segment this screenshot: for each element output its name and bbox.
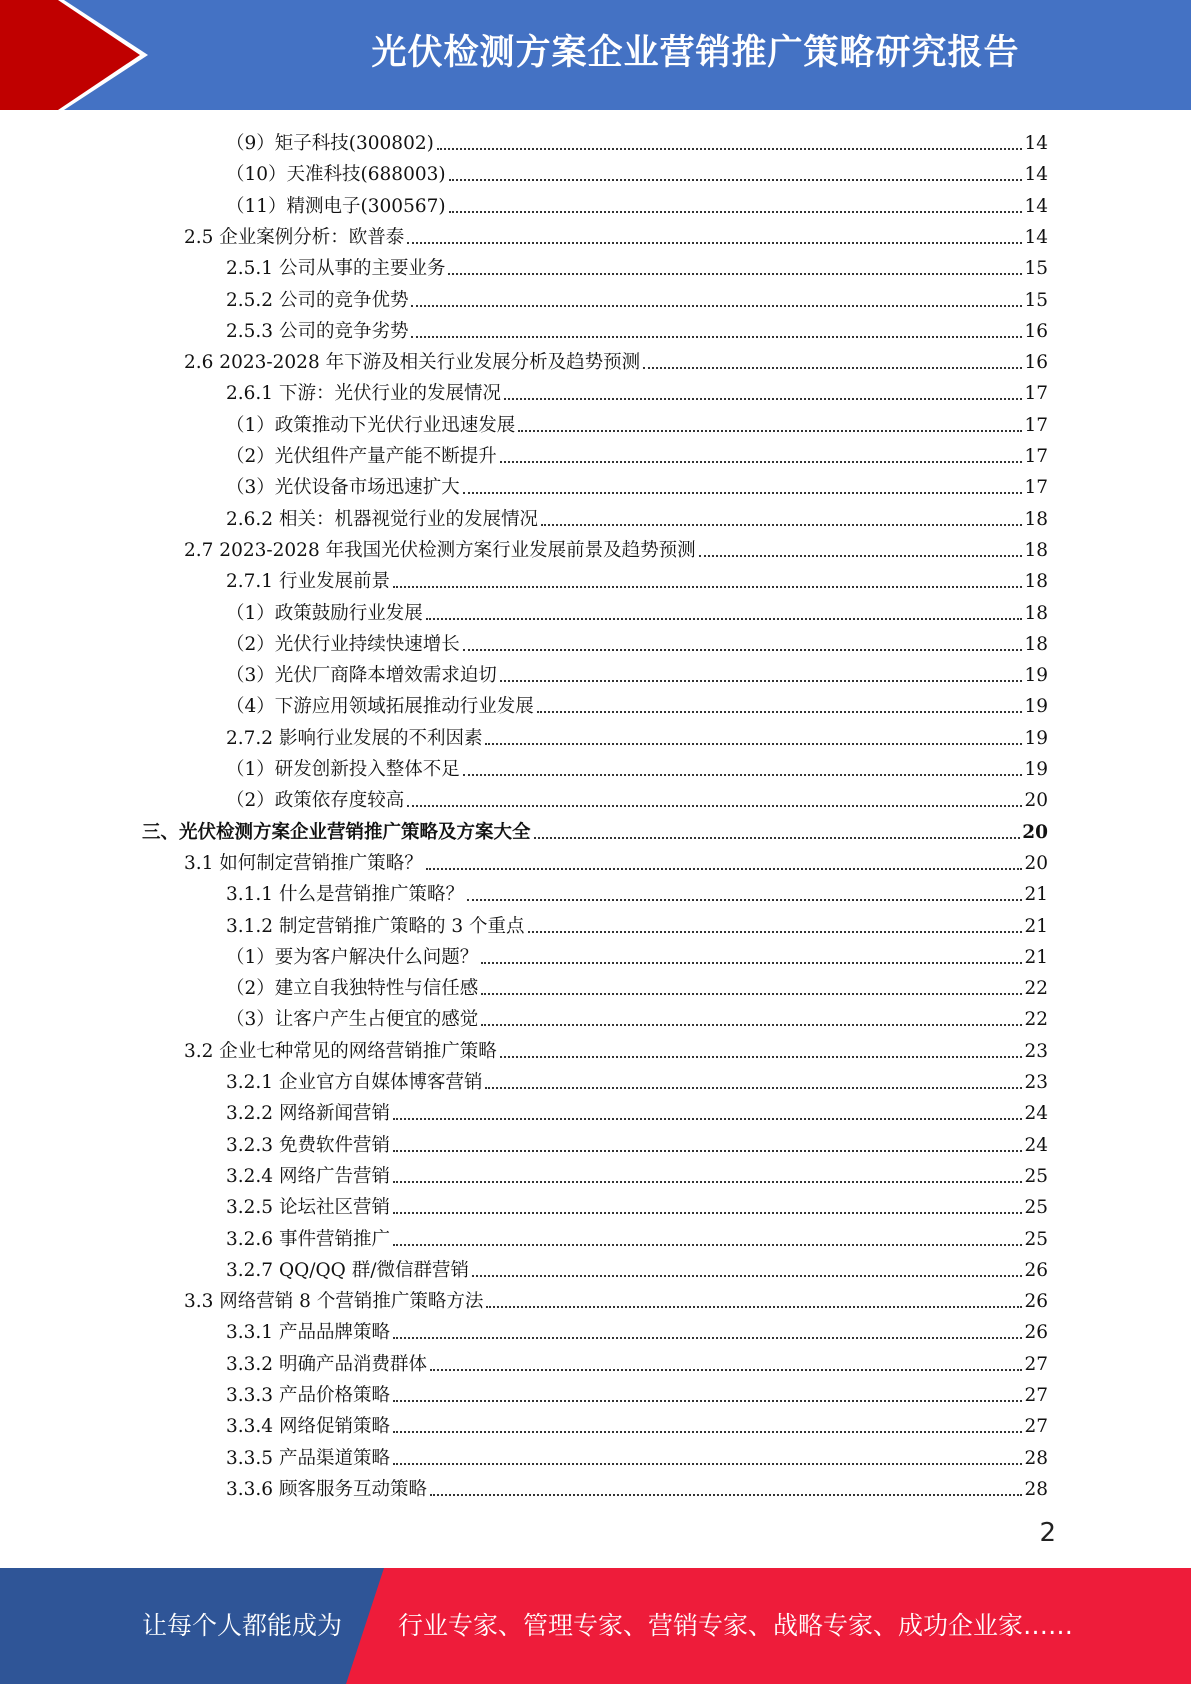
toc-dot-leader: [481, 993, 1022, 995]
toc-entry-title: 3.2.3 免费软件营销: [226, 1134, 390, 1156]
toc-entry-page: 23: [1024, 1040, 1048, 1062]
toc-entry-page: 19: [1024, 696, 1048, 718]
toc-entry-title: 2.7.2 影响行业发展的不利因素: [226, 727, 483, 749]
toc-entry[interactable]: [142, 817, 1048, 845]
toc-entry-page: 21: [1024, 915, 1048, 937]
toc-dot-leader: [528, 931, 1023, 933]
toc-dot-leader: [481, 1024, 1022, 1026]
toc-entry[interactable]: [226, 629, 1048, 657]
red-chevron-icon: [0, 0, 160, 110]
toc-entry-title: （1）政策推动下光伏行业迅速发展: [226, 414, 516, 436]
footer-slogan-right: 行业专家、管理专家、营销专家、战略专家、成功企业家……: [398, 1611, 1074, 1640]
toc-entry-title: （2）光伏组件产量产能不断提升: [226, 446, 497, 467]
toc-entry-page: 16: [1024, 320, 1048, 342]
toc-entry-page: 25: [1024, 1197, 1048, 1219]
toc-entry-page: 18: [1024, 539, 1048, 561]
toc-entry-title: 3.3.1 产品品牌策略: [226, 1322, 390, 1344]
toc-entry-title: 3.2 企业七种常见的网络营销推广策略: [184, 1040, 497, 1062]
toc-dot-leader: [411, 305, 1022, 307]
toc-dot-leader: [430, 1494, 1022, 1496]
toc-entry-title: （11）精测电子(300567): [226, 195, 446, 217]
toc-entry-page: 26: [1024, 1322, 1048, 1344]
toc-entry-title: 3.2.6 事件营销推广: [226, 1228, 390, 1250]
toc-entry[interactable]: [226, 754, 1048, 782]
report-header-band: [0, 0, 1191, 110]
toc-dot-leader: [393, 1150, 1022, 1152]
toc-entry-page: 24: [1024, 1134, 1048, 1156]
toc-entry-page: 21: [1024, 884, 1048, 906]
toc-dot-leader: [534, 837, 1021, 839]
toc-entry[interactable]: [184, 347, 1048, 375]
toc-dot-leader: [393, 1400, 1022, 1402]
toc-dot-leader: [643, 367, 1022, 369]
toc-dot-leader: [467, 899, 1022, 901]
toc-entry-title: 3.3.4 网络促销策略: [226, 1416, 390, 1438]
footer-slogan-left: 让每个人都能成为: [142, 1611, 343, 1640]
toc-dot-leader: [393, 586, 1022, 588]
toc-entry-page: 17: [1024, 446, 1048, 467]
toc-entry[interactable]: [226, 1130, 1048, 1158]
toc-entry[interactable]: [226, 1411, 1048, 1439]
toc-entry-page: 28: [1024, 1478, 1048, 1500]
toc-entry[interactable]: [184, 222, 1048, 250]
toc-entry-page: 19: [1024, 759, 1048, 780]
toc-entry-title: 3.2.4 网络广告营销: [226, 1165, 390, 1187]
toc-entry[interactable]: [226, 598, 1048, 626]
toc-entry-page: 14: [1024, 164, 1048, 186]
toc-dot-leader: [430, 1369, 1022, 1371]
toc-entry-title: 2.6.1 下游：光伏行业的发展情况: [226, 383, 501, 405]
toc-entry[interactable]: [226, 942, 1048, 970]
toc-dot-leader: [407, 805, 1022, 807]
toc-entry-title: 2.7.1 行业发展前景: [226, 571, 390, 593]
toc-entry-title: 3.2.5 论坛社区营销: [226, 1197, 390, 1219]
toc-entry-title: 3.2.1 企业官方自媒体博客营销: [226, 1072, 483, 1093]
toc-dot-leader: [699, 555, 1023, 557]
toc-entry-page: 14: [1024, 195, 1048, 217]
toc-entry-page: 20: [1022, 821, 1048, 843]
toc-entry-page: 28: [1024, 1447, 1048, 1469]
toc-entry[interactable]: [226, 879, 1048, 907]
toc-entry-title: （2）光伏行业持续快速增长: [226, 633, 460, 655]
toc-entry[interactable]: [226, 660, 1048, 688]
toc-entry[interactable]: [226, 159, 1048, 187]
toc-dot-leader: [463, 492, 1023, 494]
toc-entry[interactable]: [226, 723, 1048, 751]
toc-entry[interactable]: [226, 1255, 1048, 1283]
toc-entry-title: （1）政策鼓励行业发展: [226, 602, 423, 624]
toc-dot-leader: [504, 398, 1022, 400]
toc-entry-page: 26: [1024, 1259, 1048, 1281]
toc-dot-leader: [500, 680, 1023, 682]
toc-entry-title: （10）天准科技(688003): [226, 164, 446, 186]
toc-entry[interactable]: [184, 848, 1048, 876]
toc-entry-page: 27: [1024, 1416, 1048, 1438]
toc-dot-leader: [393, 1337, 1022, 1339]
toc-entry-title: 3.2.7 QQ/QQ 群/微信群营销: [226, 1259, 469, 1281]
toc-entry[interactable]: [226, 785, 1048, 813]
toc-entry-title: （4）下游应用领域拓展推动行业发展: [226, 696, 534, 718]
toc-entry-page: 17: [1024, 383, 1048, 405]
toc-entry[interactable]: [226, 566, 1048, 594]
toc-entry[interactable]: [226, 691, 1048, 719]
toc-entry-page: 26: [1024, 1291, 1048, 1313]
toc-dot-leader: [472, 1275, 1022, 1277]
toc-entry-page: 25: [1024, 1228, 1048, 1250]
toc-entry-page: 17: [1024, 477, 1048, 499]
toc-entry-page: 27: [1024, 1353, 1048, 1375]
toc-entry-title: 3.1.2 制定营销推广策略的 3 个重点: [226, 915, 525, 937]
toc-entry-title: 3.1.1 什么是营销推广策略？: [226, 884, 464, 906]
toc-entry[interactable]: [226, 378, 1048, 406]
toc-entry-title: 3.3.2 明确产品消费群体: [226, 1353, 427, 1375]
toc-entry[interactable]: [226, 191, 1048, 219]
toc-entry-title: 2.6.2 相关：机器视觉行业的发展情况: [226, 508, 538, 530]
toc-entry-page: 19: [1024, 727, 1048, 749]
toc-entry[interactable]: [226, 1067, 1048, 1095]
toc-entry-page: 25: [1024, 1165, 1048, 1187]
toc-entry[interactable]: [226, 410, 1048, 438]
toc-entry-title: （2）建立自我独特性与信任感: [226, 978, 479, 1000]
toc-entry[interactable]: [226, 285, 1048, 313]
toc-entry-title: （2）政策依存度较高: [226, 790, 405, 812]
toc-entry-title: （3）让客户产生占便宜的感觉: [226, 1009, 479, 1031]
toc-dot-leader: [485, 743, 1022, 745]
toc-dot-leader: [393, 1244, 1022, 1246]
toc-entry[interactable]: [226, 1380, 1048, 1408]
toc-dot-leader: [500, 1056, 1023, 1058]
toc-entry-page: 22: [1024, 1009, 1048, 1031]
toc-entry-title: （1）要为客户解决什么问题？: [226, 946, 479, 968]
toc-dot-leader: [486, 1306, 1022, 1308]
toc-entry[interactable]: [226, 504, 1048, 532]
toc-entry[interactable]: [226, 1224, 1048, 1252]
toc-dot-leader: [393, 1463, 1022, 1465]
toc-dot-leader: [407, 242, 1022, 244]
toc-entry-title: 3.2.2 网络新闻营销: [226, 1103, 390, 1125]
toc-entry[interactable]: [226, 1474, 1048, 1502]
toc-entry-page: 20: [1024, 852, 1048, 874]
toc-dot-leader: [518, 430, 1022, 432]
toc-entry-page: 21: [1024, 946, 1048, 968]
toc-entry-page: 18: [1024, 633, 1048, 655]
toc-entry-title: 3.1 如何制定营销推广策略？: [184, 852, 423, 874]
toc-entry-page: 14: [1024, 133, 1048, 154]
slogan-footer-band: [0, 1568, 1191, 1684]
toc-entry-title: 3.3.6 顾客服务互动策略: [226, 1478, 427, 1500]
toc-dot-leader: [393, 1431, 1022, 1433]
toc-dot-leader: [481, 962, 1022, 964]
toc-entry-page: 15: [1024, 258, 1048, 280]
toc-entry[interactable]: [226, 316, 1048, 344]
toc-entry[interactable]: [184, 1286, 1048, 1314]
toc-dot-leader: [426, 868, 1023, 870]
toc-entry-title: 2.5.3 公司的竞争劣势: [226, 320, 409, 342]
toc-entry-page: 18: [1024, 602, 1048, 624]
toc-entry[interactable]: [226, 1349, 1048, 1377]
toc-entry[interactable]: [226, 1098, 1048, 1126]
toc-entry-title: 2.6 2023-2028 年下游及相关行业发展分析及趋势预测: [184, 352, 641, 374]
toc-dot-leader: [426, 618, 1023, 620]
toc-entry-title: 三、光伏检测方案企业营销推广策略及方案大全: [142, 821, 531, 843]
toc-entry-title: 3.3.3 产品价格策略: [226, 1385, 390, 1406]
toc-entry-page: 22: [1024, 978, 1048, 1000]
toc-entry[interactable]: [226, 973, 1048, 1001]
toc-entry-page: 23: [1024, 1072, 1048, 1093]
toc-dot-leader: [463, 649, 1023, 651]
toc-entry[interactable]: [226, 1192, 1048, 1220]
toc-dot-leader: [448, 273, 1022, 275]
toc-dot-leader: [393, 1181, 1022, 1183]
toc-dot-leader: [541, 524, 1022, 526]
report-title: 光伏检测方案企业营销推广策略研究报告: [371, 33, 1020, 73]
toc-dot-leader: [411, 336, 1022, 338]
toc-entry[interactable]: [226, 472, 1048, 500]
toc-entry-page: 18: [1024, 508, 1048, 530]
toc-entry-page: 24: [1024, 1103, 1048, 1125]
page-number: 2: [1039, 1518, 1056, 1548]
toc-entry-page: 17: [1024, 414, 1048, 436]
toc-entry[interactable]: [226, 441, 1048, 469]
toc-entry-title: （1）研发创新投入整体不足: [226, 759, 460, 780]
toc-entry-page: 16: [1024, 352, 1048, 374]
toc-entry-page: 19: [1024, 665, 1048, 687]
toc-entry-page: 18: [1024, 571, 1048, 593]
toc-entry-page: 27: [1024, 1385, 1048, 1406]
toc-entry-title: 3.3.5 产品渠道策略: [226, 1447, 390, 1469]
toc-dot-leader: [449, 211, 1023, 213]
toc-entry[interactable]: [184, 1036, 1048, 1064]
toc-entry-page: 20: [1024, 790, 1048, 812]
toc-entry[interactable]: [226, 1443, 1048, 1471]
toc-entry-page: 15: [1024, 289, 1048, 311]
toc-dot-leader: [393, 1118, 1022, 1120]
toc-dot-leader: [485, 1087, 1022, 1089]
toc-entry-title: 2.7 2023-2028 年我国光伏检测方案行业发展前景及趋势预测: [184, 539, 696, 561]
toc-entry-title: 2.5 企业案例分析：欧普泰: [184, 226, 405, 248]
toc-entry[interactable]: [184, 535, 1048, 563]
toc-entry-title: 3.3 网络营销 8 个营销推广策略方法: [184, 1291, 484, 1313]
toc-entry[interactable]: [226, 1161, 1048, 1189]
toc-entry-title: （9）矩子科技(300802): [226, 133, 434, 154]
toc-entry-page: 14: [1024, 226, 1048, 248]
toc-entry[interactable]: [226, 253, 1048, 281]
toc-dot-leader: [463, 774, 1023, 776]
toc-entry[interactable]: [226, 1004, 1048, 1032]
toc-dot-leader: [500, 461, 1023, 463]
toc-dot-leader: [437, 148, 1023, 150]
toc-dot-leader: [393, 1212, 1022, 1214]
toc-entry-title: （3）光伏厂商降本增效需求迫切: [226, 665, 497, 687]
toc-dot-leader: [537, 711, 1023, 713]
toc-dot-leader: [449, 179, 1023, 181]
toc-entry-title: 2.5.1 公司从事的主要业务: [226, 258, 446, 280]
toc-entry[interactable]: [226, 1317, 1048, 1345]
toc-entry-title: 2.5.2 公司的竞争优势: [226, 289, 409, 311]
toc-entry[interactable]: [226, 128, 1048, 156]
toc-entry[interactable]: [226, 911, 1048, 939]
toc-entry-title: （3）光伏设备市场迅速扩大: [226, 477, 460, 499]
